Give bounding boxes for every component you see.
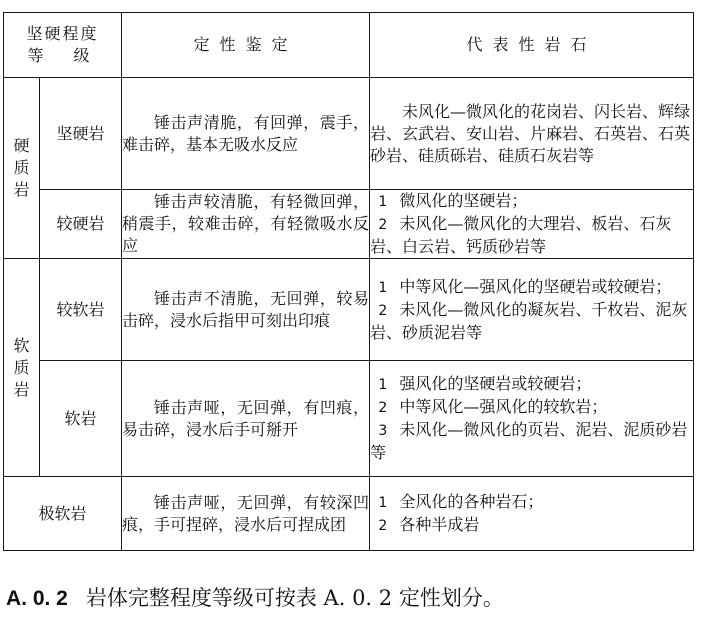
grade-name-cell: 极软岩 — [4, 477, 122, 551]
category-cell — [4, 78, 40, 259]
grade-name-cell: 较软岩 — [40, 259, 122, 361]
header-grade — [4, 13, 122, 78]
rock-item-text: 各种半成岩 — [399, 514, 480, 534]
rock-item-number: 3 — [378, 423, 388, 439]
header-grade-line2: 等级 — [27, 46, 120, 65]
rock-item-number: 1 — [378, 194, 388, 210]
qualitative-description-cell — [122, 190, 370, 259]
rock-item-number: 2 — [378, 400, 388, 416]
qualitative-description: 锤击声哑，无回弹，有较深凹痕，手可捏碎，浸水后可捏成团 — [122, 492, 370, 534]
rock-item-text: 未风化—微风化的大理岩、板岩、石灰岩、白云岩、钙质砂岩等 — [370, 214, 672, 256]
qualitative-description: 锤击声较清脆，有轻微回弹，稍震手，较难击碎，有轻微吸水反应 — [122, 192, 370, 255]
table-row — [4, 361, 694, 477]
category-cell — [4, 259, 40, 477]
rock-item-text: 未风化—微风化的页岩、泥岩、泥质砂岩等 — [370, 420, 688, 462]
representative-rocks-cell — [370, 361, 694, 477]
qualitative-description-cell — [122, 361, 370, 477]
table-header-row — [4, 13, 694, 78]
rock-item-text: 强风化的坚硬岩或较硬岩； — [399, 374, 592, 393]
grade-name-cell: 坚硬岩 — [40, 78, 122, 190]
qualitative-description: 锤击声不清脆，无回弹，较易击碎，浸水后指甲可刻出印痕 — [122, 288, 370, 330]
header-qualitative: 定性鉴定 — [122, 13, 370, 78]
table-row — [4, 259, 694, 361]
rock-hardness-table-container — [3, 12, 693, 551]
qualitative-description: 锤击声清脆，有回弹，震手，难击碎，基本无吸水反应 — [122, 112, 370, 154]
caption-label: A. 0. 2 — [6, 587, 68, 610]
rock-list-item — [370, 373, 693, 396]
grade-name-cell: 较硬岩 — [40, 190, 122, 259]
qualitative-description-cell — [122, 78, 370, 190]
rock-list-item — [370, 276, 693, 299]
table-body — [4, 78, 694, 551]
representative-rocks-cell — [370, 477, 694, 551]
table-row — [4, 78, 694, 190]
qualitative-description: 锤击声哑，无回弹，有凹痕，易击碎，浸水后手可掰开 — [122, 397, 370, 439]
table-row — [4, 190, 694, 259]
rock-item-number: 1 — [378, 494, 388, 511]
grade-name-cell: 软岩 — [40, 361, 122, 477]
rock-item-number: 1 — [378, 279, 388, 296]
rock-list-text: 未风化—微风化的花岗岩、闪长岩、辉绿岩、玄武岩、安山岩、片麻岩、石英岩、石英砂岩、硅质砾岩、硅质石灰岩等 — [370, 101, 691, 165]
qualitative-description-cell — [122, 259, 370, 361]
category-label: 硬质岩 — [13, 136, 30, 199]
header-grade-line1: 坚硬程度 — [26, 24, 99, 43]
rock-list-item — [370, 299, 693, 344]
rock-item-number: 2 — [378, 517, 388, 534]
caption — [6, 583, 504, 614]
rock-item-text: 中等风化—强风化的较软岩； — [399, 397, 608, 416]
rock-list-item — [370, 491, 693, 514]
representative-rocks-cell — [370, 259, 694, 361]
rock-item-text: 中等风化—强风化的坚硬岩或较硬岩； — [399, 276, 672, 296]
rock-item-text: 全风化的各种岩石； — [399, 491, 544, 511]
rock-list-item — [370, 190, 693, 213]
table-row — [4, 477, 694, 551]
rock-item-number: 1 — [378, 377, 388, 393]
header-representative: 代表性岩石 — [370, 13, 694, 78]
rock-hardness-table — [3, 12, 694, 551]
rock-list-item — [370, 419, 693, 464]
rock-item-text: 未风化—微风化的凝灰岩、千枚岩、泥灰岩、砂质泥岩等 — [370, 299, 688, 342]
representative-rocks-cell — [370, 78, 694, 190]
caption-text: 岩体完整程度等级可按表 A. 0. 2 定性划分。 — [85, 586, 504, 610]
rock-item-number: 2 — [378, 302, 388, 319]
qualitative-description-cell — [122, 477, 370, 551]
rock-list-item — [370, 396, 693, 419]
representative-rocks-cell — [370, 190, 694, 259]
rock-list-item — [370, 514, 693, 537]
rock-item-number: 2 — [378, 217, 388, 233]
rock-list-item — [370, 213, 693, 258]
category-label: 软质岩 — [13, 335, 30, 399]
rock-item-text: 微风化的坚硬岩； — [399, 191, 528, 210]
